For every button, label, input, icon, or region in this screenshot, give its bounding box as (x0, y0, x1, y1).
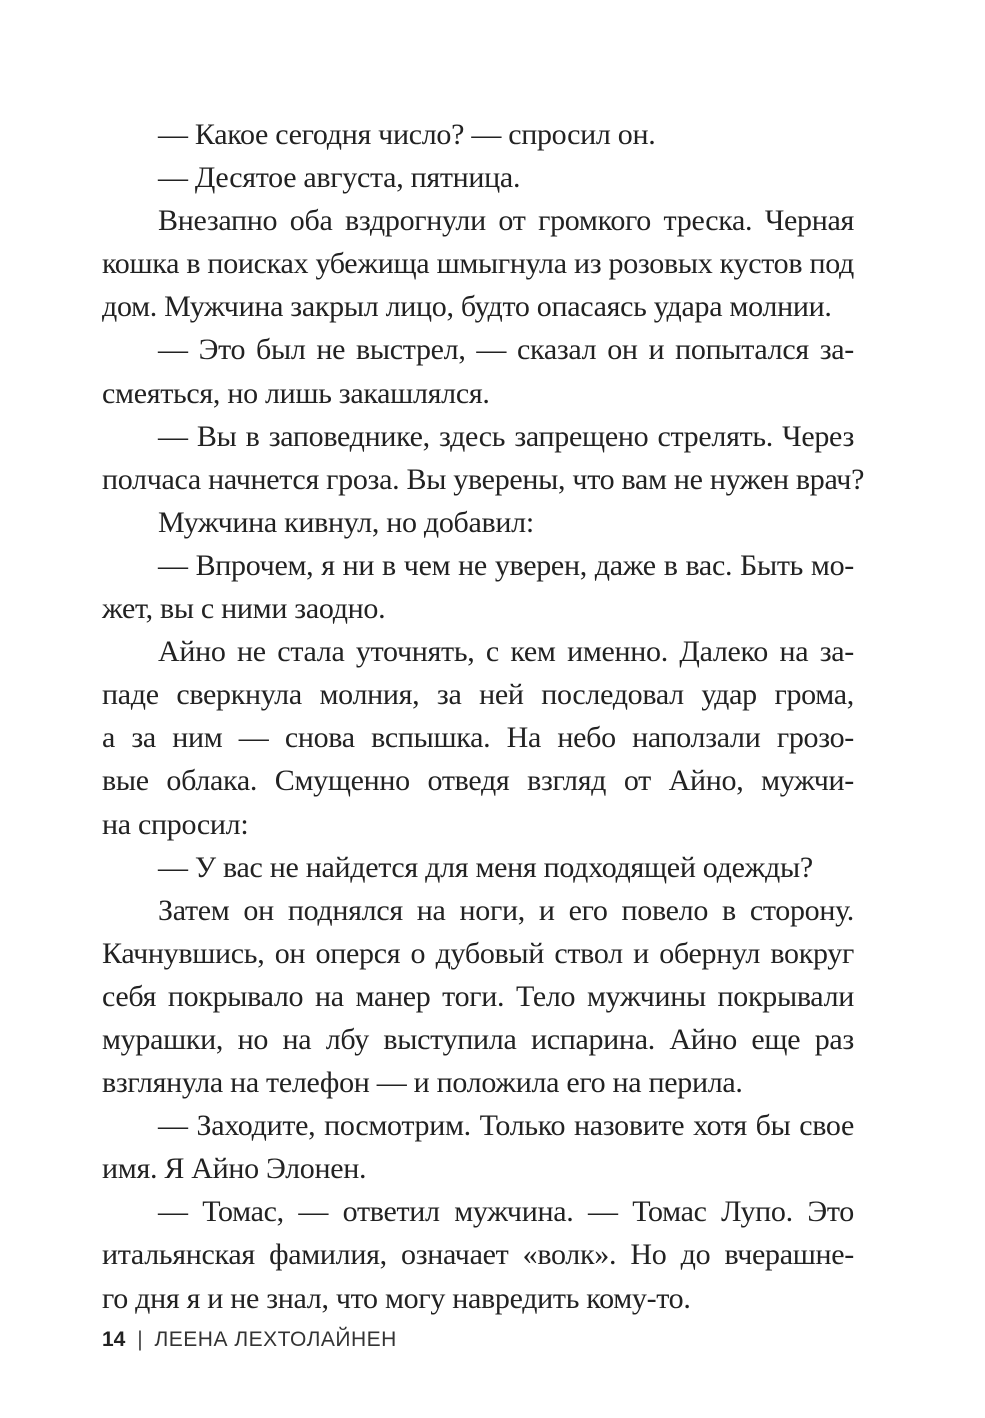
text-line: жет, вы с ними заодно. (102, 592, 386, 626)
text-line: итальянская фамилия, означает «волк». Но до вчерашне- (102, 1238, 854, 1272)
text-line: — Впрочем, я ни в чем не уверен, даже в вас. Быть мо- (158, 548, 854, 582)
text-line: дом. Мужчина закрыл лицо, будто опасаясь удара молнии. (102, 290, 832, 324)
text-line: вые облака. Смущенно отведя взгляд от Айно, мужчи- (102, 764, 854, 798)
page-number: 14 (102, 1328, 126, 1351)
text-line: Затем он поднялся на ноги, и его повело в сторону. (158, 893, 854, 927)
text-line: — Какое сегодня число? — спросил он. (158, 118, 656, 151)
text-line: а за ним — снова вспышка. На небо наползали грозо- (102, 721, 854, 755)
text-line: — У вас не найдется для меня подходящей одежды? (158, 850, 813, 884)
text-line: Внезапно оба вздрогнули от громкого треска. Черная (158, 204, 854, 238)
text-line: Айно не стала уточнять, с кем именно. Далеко на за- (158, 635, 854, 669)
text-line: взглянула на телефон — и положила его на перила. (102, 1066, 743, 1100)
body-text (102, 113, 865, 1320)
text-line: смеяться, но лишь закашлялся. (102, 376, 490, 410)
footer-separator: | (137, 1328, 143, 1351)
running-head-author: ЛЕЕНА ЛЕХТОЛАЙНЕН (154, 1328, 397, 1351)
text-line: — Вы в заповеднике, здесь запрещено стрелять. Через (158, 419, 854, 453)
text-line: имя. Я Айно Элонен. (102, 1152, 367, 1186)
text-line: полчаса начнется гроза. Вы уверены, что вам не нужен врач? (102, 462, 865, 496)
text-line: — Это был не выстрел, — сказал он и попытался за- (158, 333, 854, 367)
text-line: мурашки, но на лбу выступила испарина. Айно еще раз (102, 1022, 854, 1056)
text-line: го дня я и не знал, что могу навредить кому-то. (102, 1281, 691, 1315)
text-line: паде сверкнула молния, за ней последовал удар грома, (102, 678, 854, 712)
text-line: — Десятое августа, пятница. (158, 161, 521, 195)
text-line: кошка в поисках убежища шмыгнула из розовых кустов под (102, 247, 854, 281)
text-line: на спросил: (102, 807, 249, 841)
text-line: — Заходите, посмотрим. Только назовите хотя бы свое (158, 1109, 854, 1143)
page-footer (102, 1328, 397, 1352)
text-line: себя покрывало на манер тоги. Тело мужчины покрывали (102, 979, 854, 1013)
text-line: Мужчина кивнул, но добавил: (158, 505, 534, 539)
text-line: Качнувшись, он оперся о дубовый ствол и обернул вокруг (102, 936, 854, 970)
text-line: — Томас, — ответил мужчина. — Томас Лупо. Это (158, 1195, 854, 1229)
